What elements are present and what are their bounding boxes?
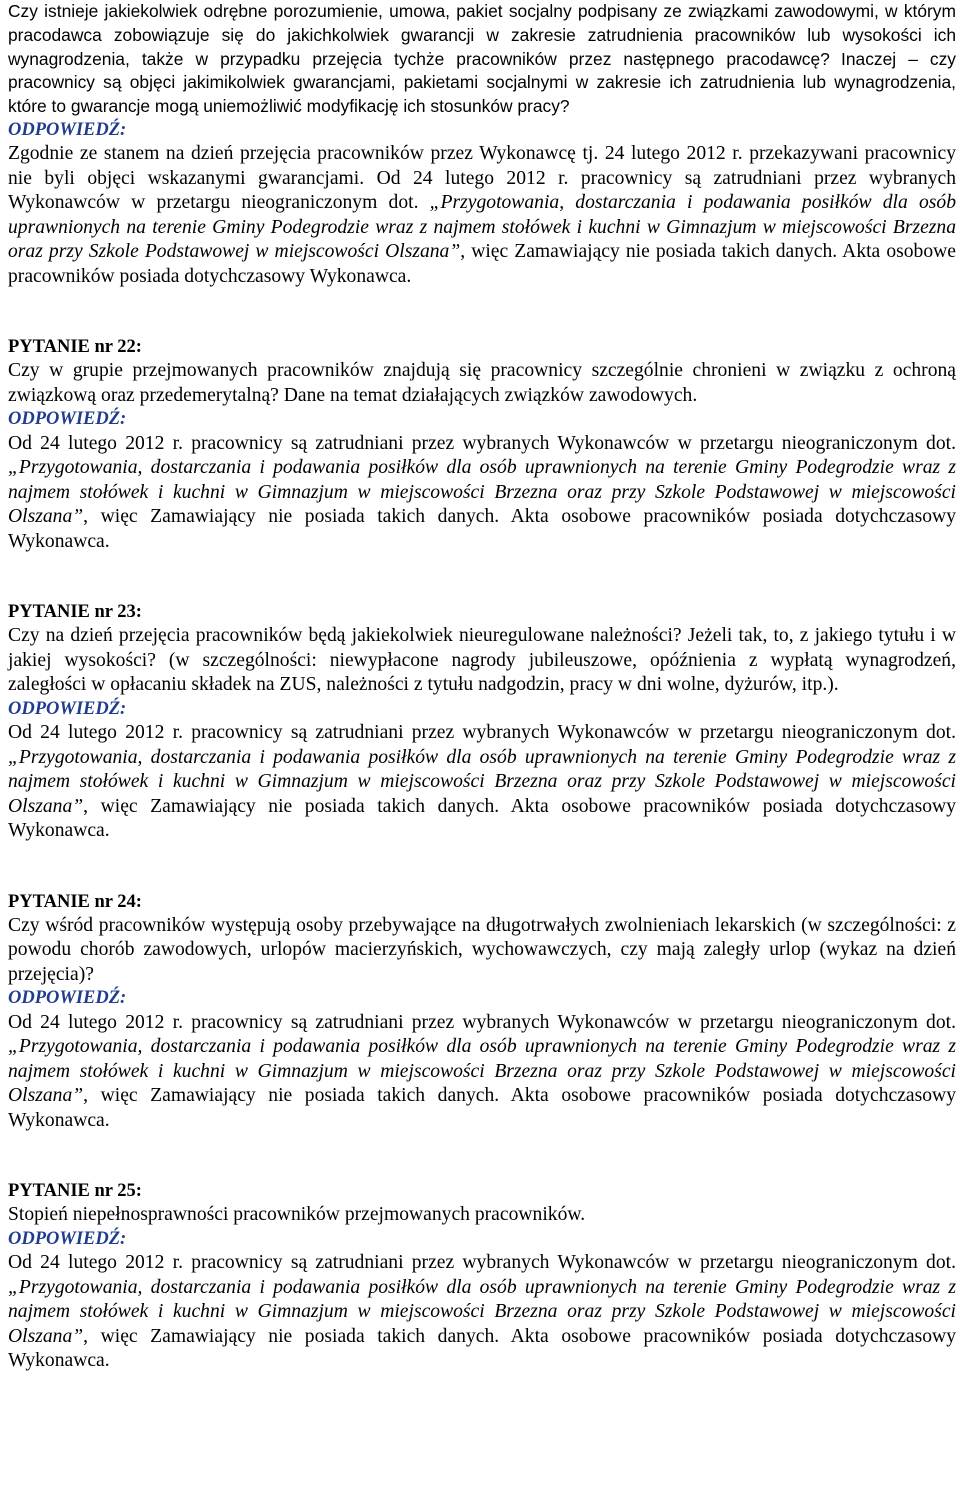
answer-text bbox=[8, 1251, 956, 1374]
question-text: Stopień niepełnosprawności pracowników przejmowanych pracowników. bbox=[8, 1204, 586, 1226]
question-heading: PYTANIE nr 24: bbox=[8, 891, 142, 912]
intro-question-part1: Czy istnieje jakiekolwiek odrębne porozumienie, umowa, pakiet socjalny podpisany ze związkami zawodowymi, w którym pracodawca zobowiązuje się do jakichkolwiek gwarancji w zakresie zatrudnienia pracowników lub wysokości ich wynagrodzenia, także w przypadku przejęcia tychże pracowników przez następnego pracodawcę? bbox=[8, 1, 956, 69]
answer-tail: , więc Zamawiający nie posiada takich danych. Akta osobowe pracowników posiada dotychczasowy Wykonawca. bbox=[8, 1085, 956, 1131]
question-section-22 bbox=[8, 335, 956, 554]
question-text: Czy w grupie przejmowanych pracowników znajdują się pracownicy szczególnie chronieni w związku z ochroną związkową oraz przedemerytalną? Dane na temat działających związków zawodowych. bbox=[8, 360, 956, 406]
answer-label: ODPOWIEDŹ: bbox=[8, 119, 127, 140]
answer-tail: , więc Zamawiający nie posiada takich danych. Akta osobowe pracowników posiada dotychczasowy Wykonawca. bbox=[8, 506, 956, 552]
answer-italic: „Przygotowania, dostarczania i podawania posiłków dla osób uprawnionych na terenie Gminy Podegrodzie wraz z najmem stołówek i kuchni w Gimnazjum w miejscowości Brzezna oraz przy Szkole Podstawowej w miejscowości Olszana” bbox=[8, 746, 956, 817]
question-heading: PYTANIE nr 25: bbox=[8, 1181, 142, 1202]
answer-label: ODPOWIEDŹ: bbox=[8, 988, 127, 1009]
answer-text bbox=[8, 721, 956, 844]
question-section-23 bbox=[8, 600, 956, 844]
question-heading: PYTANIE nr 22: bbox=[8, 337, 142, 358]
intro-question-part2: Inaczej – czy pracownicy są objęci jakimikolwiek gwarancjami, pakietami socjalnymi w zakresie ich zatrudnienia lub wynagrodzenia, które to gwarancje mogą uniemożliwić modyfikację ich stosunków pracy? bbox=[8, 48, 956, 117]
question-section-25 bbox=[8, 1179, 956, 1374]
answer-tail: , więc Zamawiający nie posiada takich danych. Akta osobowe pracowników posiada dotychczasowy Wykonawca. bbox=[8, 795, 956, 842]
answer-label: ODPOWIEDŹ: bbox=[8, 698, 127, 719]
answer-text bbox=[8, 1011, 956, 1134]
answer-plain: Od 24 lutego 2012 r. pracownicy są zatrudniani przez wybranych Wykonawców w przetargu nieograniczonym dot. bbox=[8, 1252, 956, 1274]
answer-italic: „Przygotowania, dostarczania i podawania posiłków dla osób uprawnionych na terenie Gminy Podegrodzie wraz z najmem stołówek i kuchni w Gimnazjum w miejscowości Brzezna oraz przy Szkole Podstawowej w miejscowości Olszana” bbox=[8, 1036, 956, 1107]
question-section-24 bbox=[8, 890, 956, 1134]
answer-plain: Od 24 lutego 2012 r. pracownicy są zatrudniani przez wybranych Wykonawców w przetargu nieograniczonym dot. bbox=[8, 722, 956, 744]
answer-plain: Od 24 lutego 2012 r. pracownicy są zatrudniani przez wybranych Wykonawców w przetargu nieograniczonym dot. bbox=[8, 1011, 956, 1033]
answer-tail: , więc Zamawiający nie posiada takich danych. Akta osobowe pracowników posiada dotychczasowy Wykonawca. bbox=[8, 1325, 956, 1372]
intro-question bbox=[8, 0, 956, 119]
answer-text bbox=[8, 432, 956, 555]
answer-italic: „Przygotowania, dostarczania i podawania posiłków dla osób uprawnionych na terenie Gminy Podegrodzie wraz z najmem stołówek i kuchni w Gimnazjum w miejscowości Brzezna oraz przy Szkole Podstawowej w miejscowości Olszana” bbox=[8, 192, 956, 263]
answer-text bbox=[8, 142, 956, 289]
answer-label: ODPOWIEDŹ: bbox=[8, 409, 127, 430]
intro-section bbox=[8, 0, 956, 289]
answer-plain: Zgodnie ze stanem na dzień przejęcia pracowników przez Wykonawcę tj. 24 lutego 2012 r. przekazywani pracownicy nie byli objęci wskazanymi gwarancjami. Od 24 lutego 2012 r. pracownicy są zatrudniani przez wybranych Wykonawców w przetargu nieograniczonym dot. bbox=[8, 143, 956, 214]
answer-plain: Od 24 lutego 2012 r. pracownicy są zatrudniani przez wybranych Wykonawców w przetargu nieograniczonym dot. bbox=[8, 432, 956, 454]
answer-italic: „Przygotowania, dostarczania i podawania posiłków dla osób uprawnionych na terenie Gminy Podegrodzie wraz z najmem stołówek i kuchni w Gimnazjum w miejscowości Brzezna oraz przy Szkole Podstawowej w miejscowości Olszana” bbox=[8, 457, 956, 528]
answer-label: ODPOWIEDŹ: bbox=[8, 1228, 127, 1249]
question-text: Czy na dzień przejęcia pracowników będą jakiekolwiek nieuregulowane należności? Jeżeli tak, to, z jakiego tytułu i w jakiej wysokości? (w szczególności: niewypłacone nagrody jubileuszowe, opóźnienia z wypłatą wynagrodzeń, zaległości w opłacaniu składek na ZUS, należności z tytułu nadgodzin, pracy w dni wolne, dyżurów, itp.). bbox=[8, 625, 956, 696]
question-heading: PYTANIE nr 23: bbox=[8, 602, 142, 623]
answer-italic: „Przygotowania, dostarczania i podawania posiłków dla osób uprawnionych na terenie Gminy Podegrodzie wraz z najmem stołówek i kuchni w Gimnazjum w miejscowości Brzezna oraz przy Szkole Podstawowej w miejscowości Olszana” bbox=[8, 1276, 956, 1347]
question-text: Czy wśród pracowników występują osoby przebywające na długotrwałych zwolnieniach lekarskich (w szczególności: z powodu chorób zawodowych, urlopów macierzyńskich, wychowawczych, czy mają zaległy urlop (wykaz na dzień przejęcia)? bbox=[8, 914, 956, 985]
answer-tail: , więc Zamawiający nie posiada takich danych. Akta osobowe pracowników posiada dotychczasowy Wykonawca. bbox=[8, 241, 956, 287]
